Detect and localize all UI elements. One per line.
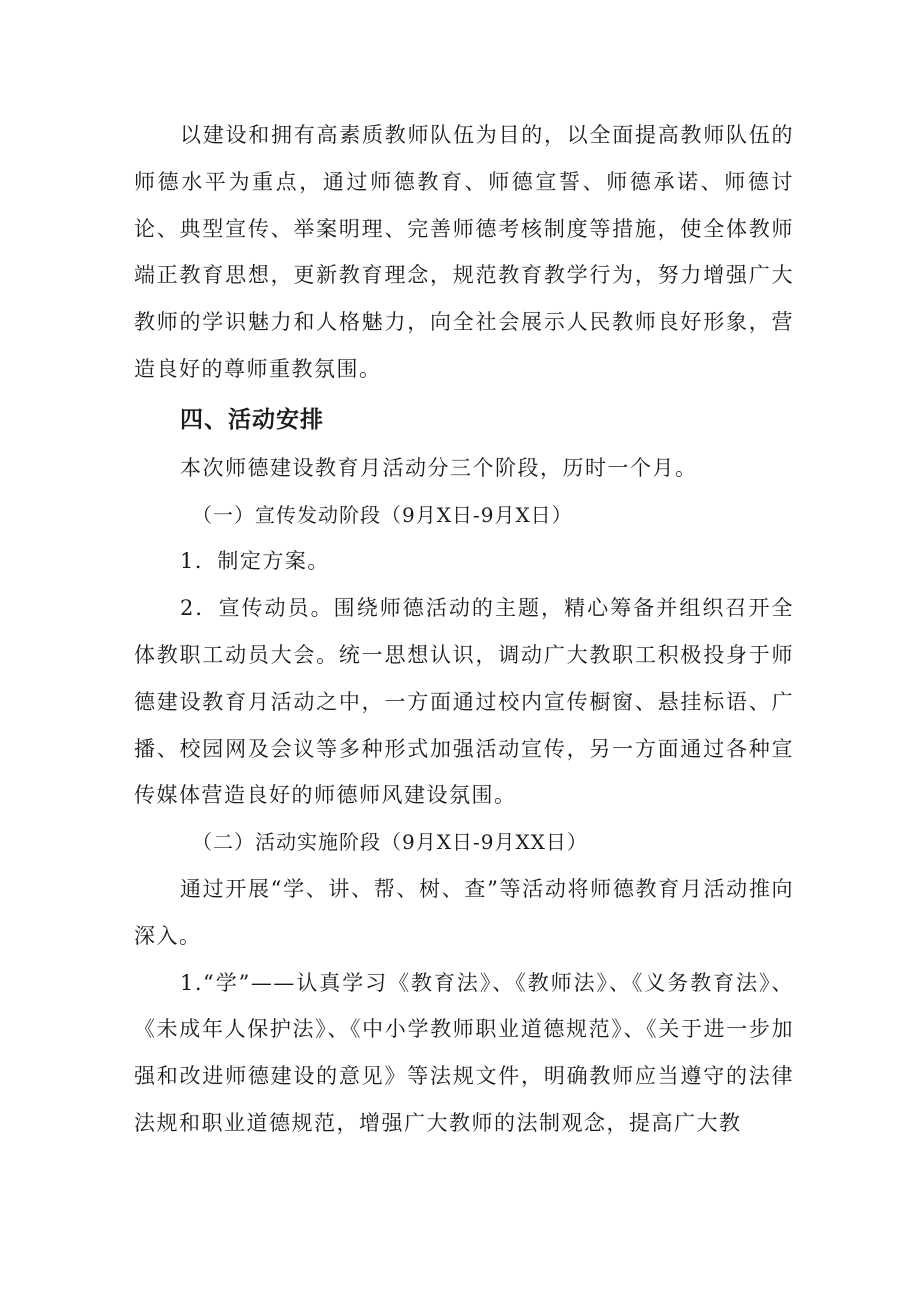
- section-heading-activity-arrangement: 四、活动安排: [180, 406, 324, 433]
- item-make-plan: 1．制定方案。: [180, 549, 330, 574]
- paragraph-goal: 以建设和拥有高素质教师队伍为目的，以全面提高教师队伍的师德水平为重点，通过师德教育、师德宣誓、师德承诺、师德讨论、典型宣传、举案明理、完善师德考核制度等措施，使全体教师端正教育思想，更新教育理念，规范教育教学行为，努力增强广大教师的学识魅力和人格魅力，向全社会展示人民教师良好形象，营造良好的尊师重教氛围。: [134, 123, 794, 381]
- stage-heading-implementation: （二）活动实施阶段（9月X日-9月XX日）: [192, 830, 588, 855]
- item-study: 1.“学”——认真学习《教育法》、《教师法》、《义务教育法》、《未成年人保护法》、《中小学教师职业道德规范》、《关于进一步加强和改进师德建设的意见》等法规文件，明确教师应当遵守的法律法规和职业道德规范，增强广大教师的法制观念，提高广大教: [134, 970, 794, 1135]
- paragraph-stage-two-intro: 通过开展“学、讲、帮、树、查”等活动将师德教育月活动推向深入。: [134, 876, 794, 948]
- stage-heading-publicity: （一）宣传发动阶段（9月X日-9月X日）: [192, 502, 573, 527]
- document-page: [134, 112, 794, 1147]
- item-mobilization: 2．宣传动员。围绕师德活动的主题，精心筹备并组织召开全体教职工动员大会。统一思想认识，调动广大教职工积极投身于师德建设教育月活动之中，一方面通过校内宣传橱窗、悬挂标语、广播、校园网及会议等多种形式加强活动宣传，另一方面通过各种宣传媒体营造良好的师德师风建设氛围。: [134, 596, 794, 808]
- paragraph-intro: 本次师德建设教育月活动分三个阶段，历时一个月。: [180, 455, 698, 480]
